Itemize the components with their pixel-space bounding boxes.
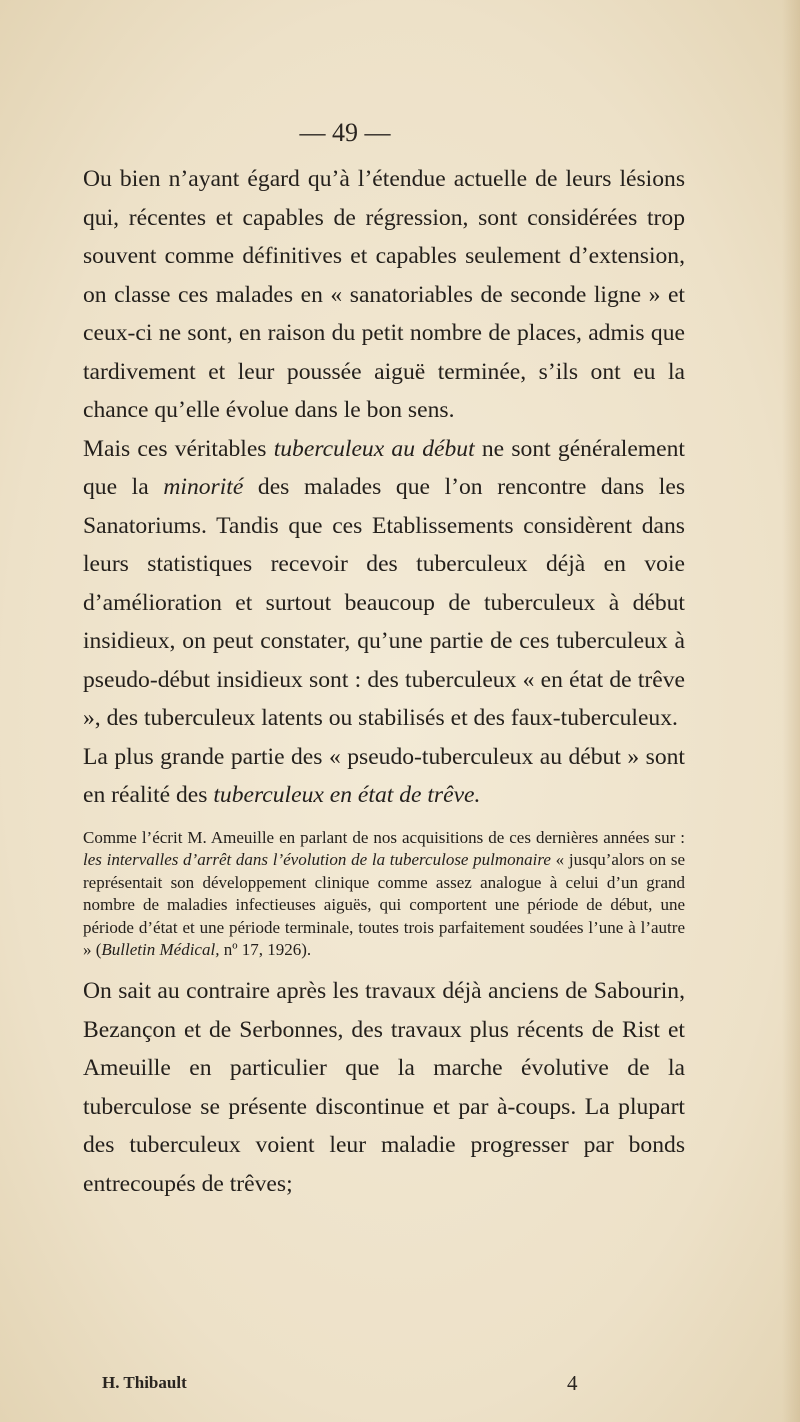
note-emphasis: Bulletin Médical,	[101, 940, 220, 960]
paragraph-3	[83, 738, 685, 815]
author-signature: H. Thibault	[102, 1373, 187, 1392]
sheet-number: 4	[567, 1371, 578, 1395]
footnote-quote	[83, 827, 685, 963]
page-body	[83, 160, 685, 1203]
paragraph-2-emphasis: tuberculeux au début	[273, 435, 475, 462]
page-edge-shadow	[782, 0, 800, 1422]
paragraph-1: Ou bien n’ayant égard qu’à l’étendue actuelle de leurs lésions qui, récentes et capables de régression, sont considérées trop souvent comme définitives et capables seulement d’extension, on classe ces malades en « sanatoriables de seconde ligne » et ceux-ci ne sont, en raison du petit nombre de places, admis que tardivement et leur poussée aiguë terminée, s’ils ont eu la chance qu’elle évolue dans le bon sens.	[83, 166, 685, 423]
note-emphasis: les intervalles d’arrêt dans l’évolution de la tuberculose pulmonaire	[83, 850, 551, 870]
note-text: « jusqu’alors on se représentait son développement clinique comme assez analogue à celui d’un grand nombre de maladies infectieuses aiguës, qui comportent une période de début, une période d’état et une période terminale, toutes trois parfaitement soudées l’une à l’autre » (	[83, 850, 685, 960]
paragraph-2-text: ne sont généralement que la	[83, 435, 685, 500]
page-number: — 49 —	[299, 118, 391, 147]
spacer	[83, 962, 685, 972]
note-text: Comme l’écrit M. Ameuille en parlant de nos acquisitions de ces dernières années sur :	[83, 827, 685, 847]
paragraph-3-emphasis: tuberculeux en état de trêve.	[213, 782, 481, 808]
paragraph-2	[83, 430, 685, 738]
note-text: nº 17, 1926).	[219, 940, 312, 960]
paragraph-2-text: Mais ces véritables	[83, 435, 274, 462]
paragraph-2-text: des malades que l’on rencontre dans les Sanatoriums. Tandis que ces Etablissements considèrent dans leurs statistiques recevoir des tuberculeux déjà en voie d’amélioration et surtout beaucoup de tuberculeux à début insidieux, on peut constater, qu’une partie de ces tuberculeux à pseudo-début insidieux sont : des tuberculeux « en état de trêve », des tuberculeux latents ou stabilisés et des faux-tuberculeux.	[83, 474, 685, 731]
paragraph-2-emphasis: minorité	[163, 474, 244, 500]
paragraph-4: On sait au contraire après les travaux déjà anciens de Sabourin, Bezançon et de Serbonnes, des travaux plus récents de Rist et Ameuille en particulier que la marche évolutive de la tuberculose se présente discontinue et par à-coups. La plupart des tuberculeux voient leur maladie progresser par bonds entrecoupés de trêves;	[83, 978, 685, 1197]
paragraph-3-text: La plus grande partie des « pseudo-tuberculeux au début » sont en réalité des	[83, 743, 685, 808]
